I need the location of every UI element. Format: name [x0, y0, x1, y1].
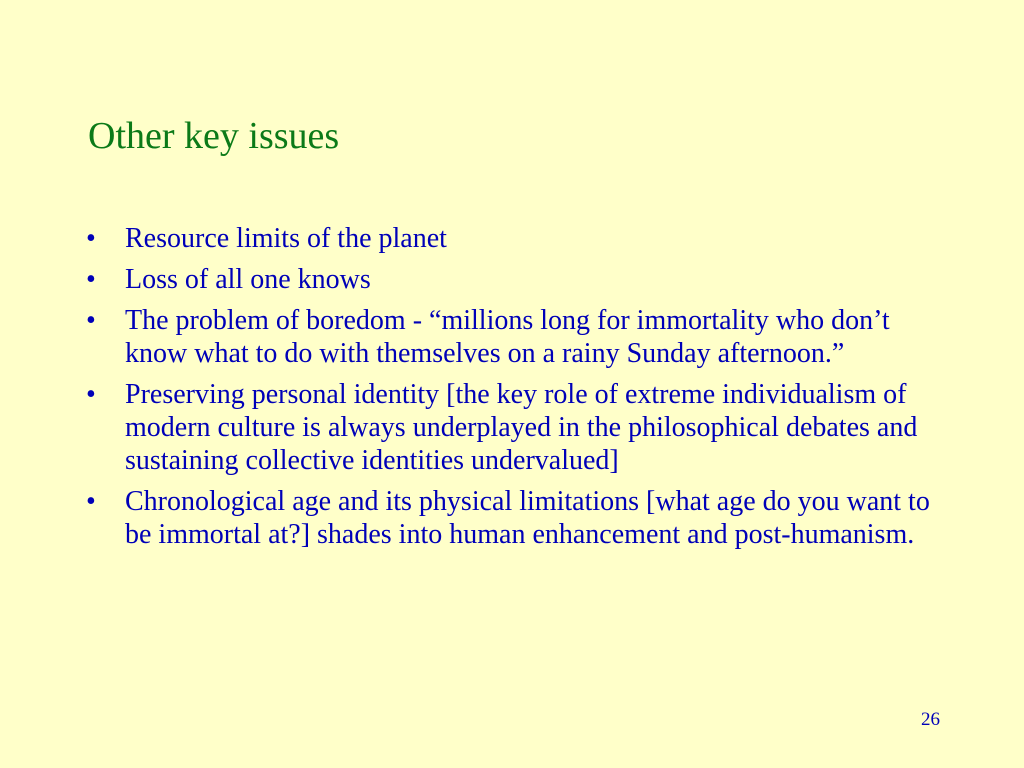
- bullet-text: Preserving personal identity [the key role of extreme individualism of modern culture is always underplayed in the philosophical debates and sustaining collective identities undervalued]: [125, 379, 918, 476]
- bullet-icon: •: [86, 305, 96, 336]
- bullet-item-chronological-age: [86, 485, 944, 551]
- bullet-icon: •: [86, 223, 96, 254]
- bullet-item-resource-limits: [86, 222, 944, 255]
- bullet-text: Chronological age and its physical limitations [what age do you want to be immortal at?] shades into human enhancement and post-humanism.: [125, 486, 930, 550]
- slide-page-number: 26: [921, 709, 940, 730]
- bullet-text: Loss of all one knows: [125, 264, 371, 295]
- bullet-item-boredom: [86, 304, 944, 370]
- bullet-item-loss-of-all: [86, 263, 944, 296]
- bullet-icon: •: [86, 486, 96, 517]
- bullet-icon: •: [86, 379, 96, 410]
- bullet-icon: •: [86, 264, 96, 295]
- bullet-text: Resource limits of the planet: [125, 223, 447, 254]
- bullet-list: [86, 222, 944, 559]
- bullet-item-personal-identity: [86, 378, 944, 477]
- bullet-text: The problem of boredom - “millions long for immortality who don’t know what to do with themselves on a rainy Sunday afternoon.”: [125, 305, 890, 369]
- slide-title: Other key issues: [88, 115, 340, 157]
